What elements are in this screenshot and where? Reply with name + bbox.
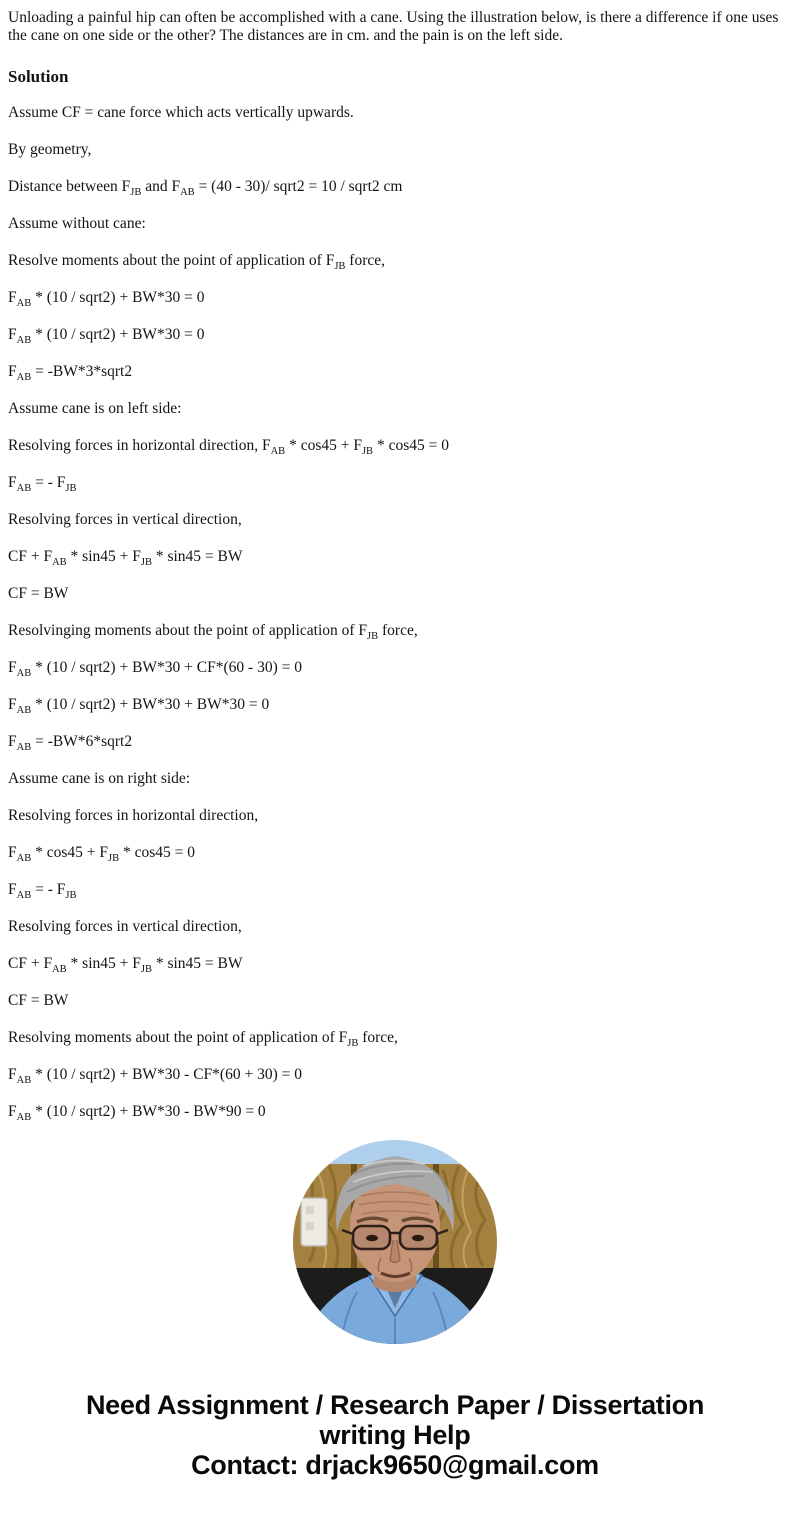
solution-paragraph: Resolving forces in horizontal direction, — [8, 807, 259, 824]
solution-paragraph: Resolving forces in vertical direction, — [8, 511, 242, 528]
solution-paragraph: CF = BW — [8, 585, 69, 602]
solution-paragraph: $F_{AB}$ = -BW*3*sqrt2 — [8, 363, 133, 383]
photo-eye-right — [412, 1235, 424, 1241]
solution-paragraph: $F_{AB} * (10$ / sqrt2) + BW*30 = 0 — [8, 326, 205, 346]
solution-paragraph: Resolving forces in horizontal direction, $F_{AB} * \cos 45 + F_{JB} * \cos 45 = 0$ — [8, 437, 449, 457]
solution-paragraph: Resolvinging moments about the point of application of $F_{JB}$ force, — [8, 622, 418, 642]
solution-paragraph: CF + $F_{AB} * \sin 45 + F_{JB} * \sin 45$ = BW — [8, 955, 243, 975]
footer-line-2: writing Help — [319, 1420, 471, 1450]
person-photo-icon — [293, 1140, 497, 1344]
solution-paragraph: $F_{AB}$ = - $F_{JB}$ — [8, 474, 77, 494]
solution-paragraph: CF + $F_{AB} * \sin 45 + F_{JB} * \sin 45$ = BW — [8, 548, 243, 568]
solution-paragraph: $F_{AB} * (10$ / sqrt2) + BW*30 + CF*(60 - 30) = 0 — [8, 659, 302, 679]
footer-line-1: Need Assignment / Research Paper / Dissertation — [85, 1390, 705, 1420]
solution-paragraph: $F_{AB} * (10$ / sqrt2) + BW*30 - CF*(60 + 30) = 0 — [8, 1066, 302, 1086]
tutor-photo — [8, 1140, 782, 1344]
solution-paragraph: $F_{AB}$ = - $F_{JB}$ — [8, 881, 77, 901]
solution-paragraph: $F_{AB} * (10$ / sqrt2) + BW*30 + BW*30 = 0 — [8, 696, 270, 716]
solution-paragraph: $F_{AB}$ = -BW*6*sqrt2 — [8, 733, 133, 753]
question-text: Unloading a painful hip can often be accomplished with a cane. Using the illustration below, is there a difference if one uses the cane on one side or the other? The distances are in cm. and the pain is on the left side. — [8, 9, 779, 44]
solution-paragraph: Assume without cane: — [8, 215, 146, 232]
footer-banner — [8, 1390, 782, 1480]
solution-paragraph: $F_{AB} * \cos 45 + F_{JB} * \cos 45 = 0$ — [8, 844, 195, 864]
solution-paragraph: Resolving moments about the point of application of $F_{JB}$ force, — [8, 1029, 398, 1049]
solution-paragraph: Assume cane is on right side: — [8, 770, 191, 787]
solution-paragraph: Assume cane is on left side: — [8, 400, 182, 417]
solution-paragraph: Assume CF = cane force which acts vertically upwards. — [8, 104, 354, 121]
solution-paragraph: CF = BW — [8, 992, 69, 1009]
solution-document — [8, 9, 782, 1480]
solution-paragraph: $F_{AB} * (10$ / sqrt2) + BW*30 = 0 — [8, 289, 205, 309]
solution-paragraph: Resolving forces in vertical direction, — [8, 918, 242, 935]
solution-heading: Solution — [8, 67, 69, 86]
photo-switch-button — [306, 1206, 314, 1214]
footer-contact-email: Contact: drjack9650@gmail.com — [191, 1450, 599, 1480]
solution-paragraph: Distance between $F_{JB}$ and $F_{AB} = (40 - 30)/$ sqrt2 = 10 / sqrt2 cm — [8, 178, 403, 198]
solution-paragraph: Resolve moments about the point of application of $F_{JB}$ force, — [8, 252, 385, 272]
solution-paragraph: $F_{AB} * (10$ / sqrt2) + BW*30 - BW*90 = 0 — [8, 1103, 266, 1123]
solution-paragraphs — [8, 104, 782, 1121]
solution-paragraph: By geometry, — [8, 141, 92, 158]
photo-switch-button — [306, 1222, 314, 1230]
photo-eye-left — [366, 1235, 378, 1241]
